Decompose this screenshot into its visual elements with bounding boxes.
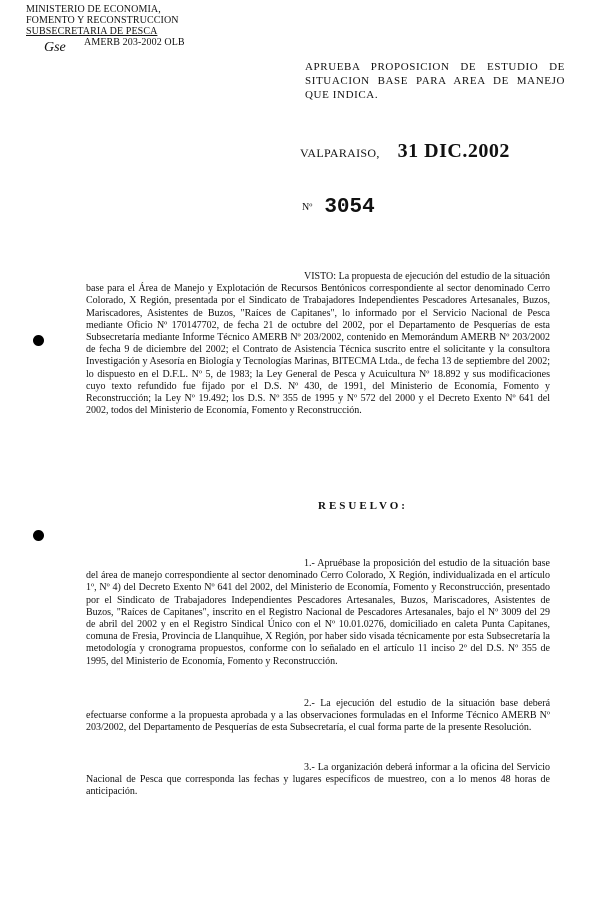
article-3 [86,762,550,799]
file-reference: AMERB 203-2002 OLB [84,37,185,48]
article-2 [86,698,550,735]
punch-hole [33,335,44,346]
article-1 [86,558,550,668]
date-stamp: 31 DIC.2002 [397,140,510,162]
agency-line-ministry: MINISTERIO DE ECONOMIA, [26,4,161,15]
visto-paragraph [86,271,550,417]
visto-lead: VISTO: [304,271,337,282]
number-stamp: 3054 [324,196,375,219]
punch-hole [33,530,44,541]
article-text: Apruébase la proposición del estudio de la situación base del área de manejo correspondiente al sector denominado Cerro Colorado, X Región, individualizada en el artículo 1º, Nº 4) del Decreto Exento Nº 641 del 2002, del Ministerio de Economía, Fomento y Reconstrucción, presentado por el Sindicato de Trabajadores Independientes Pescadores Artesanales, Buzos, Mariscadores, Asistentes de Buzos, "Raíces de Capitanes", inscrito en el Registro Nacional de Pescadores Artesanales, bajo el Nº 3009 del 29 de abril del 2002 y en el Registro Sindical Único con el Nº 10.01.0276, domiciliado en caleta Punta Capitanes, comuna de Fresia, Provincia de Llanquihue, X Región, por haber sido visada técnicamente por esta Subsecretaría la metodología y cronograma propuestos, conforme con lo señalado en el artículo 11 inciso 2º del D.S. Nº 355 de 1995, del Ministerio de Economía, Fomento y Reconstrucción. [86,558,550,667]
resolution-number [302,196,375,219]
visto-text: La propuesta de ejecución del estudio de la situación base para el Área de Manejo y Explotación de Recursos Bentónicos correspondiente al sector denominado Cerro Colorado, X Región, presentada por el Sindicato de Trabajadores Independientes Pescadores Artesanales, Buzos, Mariscadores, Asistentes de Buzos, "Raíces de Capitanes", lo informado por el Servicio Nacional de Pesca mediante Oficio Nº 170147702, de fecha 21 de octubre del 2002, por el Departamento de Pesquerías de esta Subsecretaría mediante Informe Técnico AMERB Nº 203/2002, contenido en Memorándum AMERB Nº 203/2002 de fecha 9 de diciembre del 2002; el Contrato de Asistencia Técnica suscrito entre el solicitante y la consultora Investigación y Asesoría en Biología y Tecnologías Marinas, BITECMA Ltda., de fecha 13 de septiembre del 2002; lo dispuesto en el D.F.L. Nº 5, de 1983; la Ley General de Pesca y Acuicultura Nº 18.892 y sus modificaciones cuyo texto refundido fue fijado por el D.S. Nº 430, de 1991, del Ministerio de Economía, Fomento y Reconstrucción; la Ley Nº 19.492; los D.S. Nº 355 de 1995 y Nº 572 del 2000 y el Decreto Exento Nº 641 del 2002, todos del Ministerio de Economía, Fomento y Reconstrucción. [86,271,550,417]
handwritten-initials: Gse [44,40,66,55]
resuelvo-heading: RESUELVO: [318,500,408,512]
article-number: 3.- [304,762,315,773]
article-text: La ejecución del estudio de la situación base deberá efectuarse conforme a la propuesta aprobada y a las observaciones formuladas en el Informe Técnico AMERB Nº 203/2002, del Departamento de Pesquerías de esta Subsecretaría, el cual forma parte de la presente Resolución. [86,698,551,734]
place-label: VALPARAISO, [300,146,380,160]
article-number: 2.- [304,698,315,709]
document-subject: APRUEBA PROPOSICION DE ESTUDIO DE SITUACION BASE PARA AREA DE MANEJO QUE INDICA. [305,61,565,101]
number-label: Nº [302,202,313,213]
agency-line-fomento: FOMENTO Y RECONSTRUCCION [26,15,179,26]
place-date [300,140,510,163]
article-text: La organización deberá informar a la oficina del Servicio Nacional de Pesca que corresponda las fechas y lugares específicos de muestreo, con a lo menos 48 horas de anticipación. [86,762,550,798]
article-number: 1.- [304,558,315,569]
agency-line-subsecretaria: SUBSECRETARIA DE PESCA [26,26,158,37]
